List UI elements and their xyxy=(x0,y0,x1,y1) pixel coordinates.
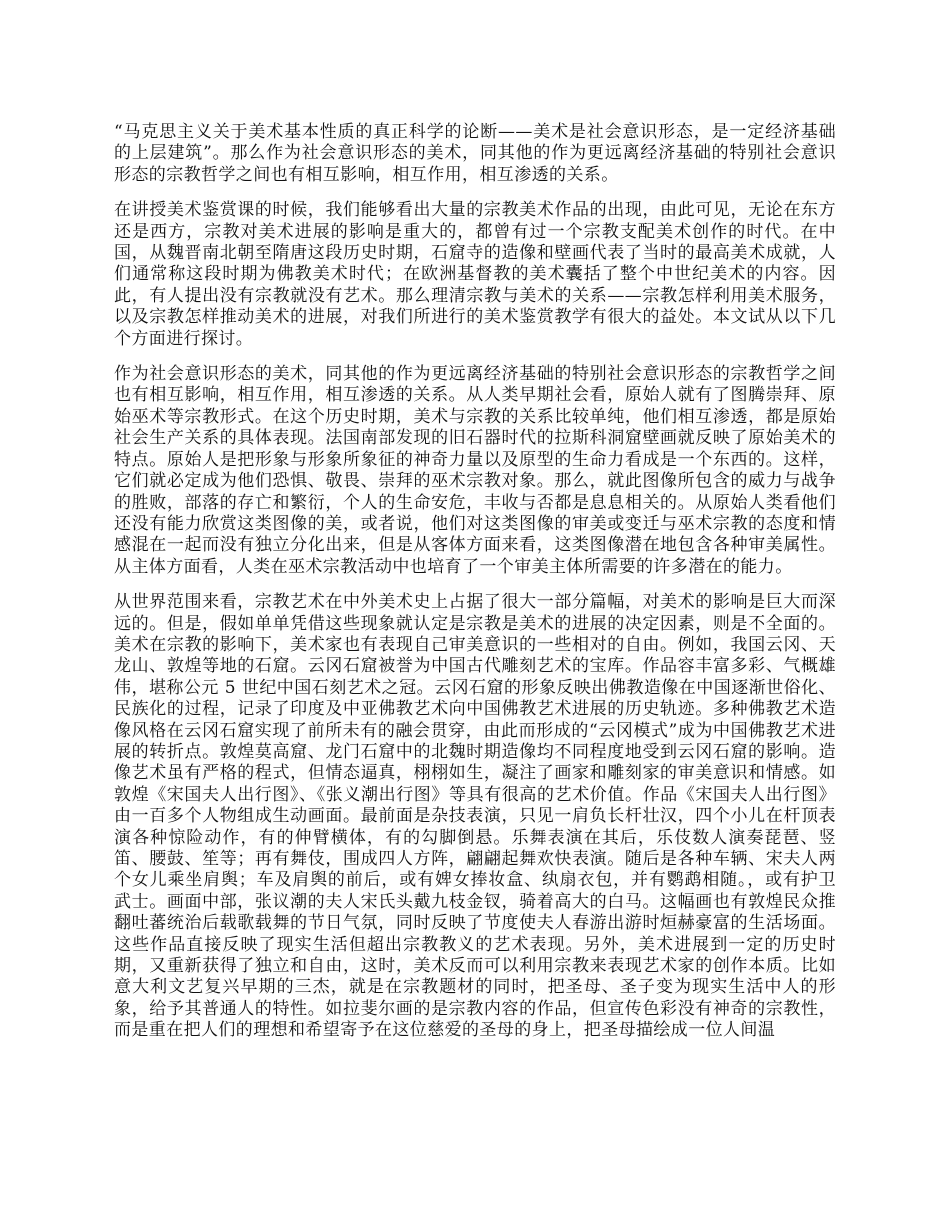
document-body xyxy=(114,122,836,1056)
paragraph: “马克思主义关于美术基本性质的真正科学的论断——美术是社会意识形态，是一定经济基础的上层建筑”。那么作为社会意识形态的美术，同其他的作为更远离经济基础的特别社会意识形态的宗教哲学之间也有相互影响，相互作用，相互渗透的关系。 xyxy=(114,122,836,185)
paragraph: 作为社会意识形态的美术，同其他的作为更远离经济基础的特别社会意识形态的宗教哲学之间也有相互影响，相互作用，相互渗透的关系。从人类早期社会看，原始人就有了图腾崇拜、原始巫术等宗教形式。在这个历史时期，美术与宗教的关系比较单纯，他们相互渗透，都是原始社会生产关系的具体表现。法国南部发现的旧石器时代的拉斯科洞窟壁画就反映了原始美术的特点。原始人是把形象与形象所象征的神奇力量以及原型的生命力看成是一个东西的。这样，它们就必定成为他们恐惧、敬畏、崇拜的巫术宗教对象。那么，就此图像所包含的威力与战争的胜败，部落的存亡和繁衍，个人的生命安危，丰收与否都是息息相关的。从原始人类看他们还没有能力欣赏这类图像的美，或者说，他们对这类图像的审美或变迁与巫术宗教的态度和情感混在一起而没有独立分化出来，但是从客体方面来看，这类图像潜在地包含各种审美属性。从主体方面看，人类在巫术宗教活动中也培育了一个审美主体所需要的许多潜在的能力。 xyxy=(114,364,836,577)
paragraph: 在讲授美术鉴赏课的时候，我们能够看出大量的宗教美术作品的出现，由此可见，无论在东方还是西方，宗教对美术进展的影响是重大的，都曾有过一个宗教支配美术创作的时代。在中国，从魏晋南北朝至隋唐这段历史时期，石窟寺的造像和壁画代表了当时的最高美术成就，人们通常称这段时期为佛教美术时代；在欧洲基督教的美术囊括了整个中世纪美术的内容。因此，有人提出没有宗教就没有艺术。那么理清宗教与美术的关系——宗教怎样利用美术服务，以及宗教怎样推动美术的进展，对我们所进行的美术鉴赏教学有很大的益处。本文试从以下几个方面进行探讨。 xyxy=(114,200,836,349)
paragraph: 从世界范围来看，宗教艺术在中外美术史上占据了很大一部分篇幅，对美术的影响是巨大而深远的。但是，假如单单凭借这些现象就认定是宗教是美术的进展的决定因素，则是不全面的。美术在宗教的影响下，美术家也有表现自己审美意识的一些相对的自由。例如，我国云冈、天龙山、敦煌等地的石窟。云冈石窟被誉为中国古代雕刻艺术的宝库。作品容丰富多彩、气概雄伟，堪称公元 5 世纪中国石刻艺术之冠。云冈石窟的形象反映出佛教造像在中国逐渐世俗化、民族化的过程，记录了印度及中亚佛教艺术向中国佛教艺术进展的历史轨迹。多种佛教艺术造像风格在云冈石窟实现了前所未有的融会贯穿，由此而形成的“云冈模式”成为中国佛教艺术进展的转折点。敦煌莫高窟、龙门石窟中的北魏时期造像均不同程度地受到云冈石窟的影响。造像艺术虽有严格的程式，但情态逼真，栩栩如生，凝注了画家和雕刻家的审美意识和情感。如敦煌《宋国夫人出行图》、《张义潮出行图》等具有很高的艺术价值。作品《宋国夫人出行图》由一百多个人物组成生动画面。最前面是杂技表演，只见一肩负长杆壮汉，四个小儿在杆顶表演各种惊险动作，有的伸臂横体，有的勾脚倒悬。乐舞表演在其后，乐伎数人演奏琵琶、竖笛、腰鼓、笙等；再有舞伎，围成四人方阵，翩翩起舞欢快表演。随后是各种车辆、宋夫人两个女儿乘坐肩舆；车及肩舆的前后，或有婢女捧妆盒、纨扇衣包，并有鹦鹉相随。，或有护卫武士。画面中部，张议潮的夫人宋氏头戴九枝金钗，骑着高大的白马。这幅画也有敦煌民众推翻吐蕃统治后载歌载舞的节日气氛，同时反映了节度使夫人春游出游时烜赫豪富的生活场面。这些作品直接反映了现实生活但超出宗教教义的艺术表现。另外，美术进展到一定的历史时期，又重新获得了独立和自由，这时，美术反而可以利用宗教来表现艺术家的创作本质。比如意大利文艺复兴早期的三杰，就是在宗教题材的同时，把圣母、圣子变为现实生活中人的形象，给予其普通人的特性。如拉斐尔画的是宗教内容的作品，但宣传色彩没有神奇的宗教性，而是重在把人们的理想和希望寄予在这位慈爱的圣母的身上，把圣母描绘成一位人间温 xyxy=(114,592,836,1041)
